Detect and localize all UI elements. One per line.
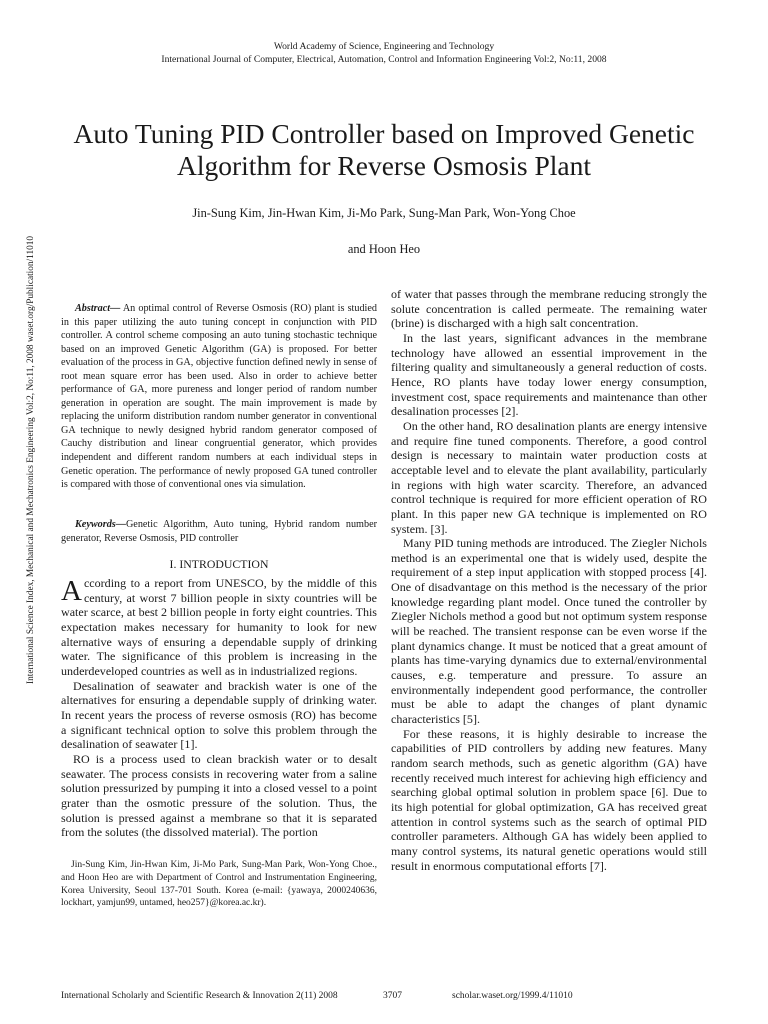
- intro-right-column: [391, 287, 707, 873]
- intro-left-column: [61, 576, 377, 840]
- author-footnote: Jin-Sung Kim, Jin-Hwan Kim, Ji-Mo Park, Sung-Man Park, Won-Yong Choe., and Hoon Heo are with Department of Control and Instrumentation Engineering, Korea University, Seoul 137-701 South. Korea (e-mail: {yawaya, 2000240636, lockhart, yamjun99, untamed, heo257}@korea.ac.kr).: [61, 860, 377, 909]
- intro-paragraph-2: Desalination of seawater and brackish water is one of the alternatives for ensuring a dependable supply of drinking water. In recent years the process of reverse osmosis (RO) has become a significant technical option to solve this problem through the desalination of seawater [1].: [61, 678, 377, 752]
- footer-publisher: International Scholarly and Scientific Research & Innovation 2(11) 2008: [61, 991, 338, 1001]
- keywords: [61, 518, 377, 545]
- authors-line1: Jin-Sung Kim, Jin-Hwan Kim, Ji-Mo Park, Sung-Man Park, Won-Yong Choe: [192, 206, 576, 220]
- authors-line2: and Hoon Heo: [347, 242, 421, 256]
- page-number: 3707: [383, 991, 402, 1001]
- abstract-text: An optimal control of Reverse Osmosis (RO) plant is studied in this paper utilizing the auto tuning concept in conjunction with PID controller. A control scheme composing an auto tuning stochastic technique based on an improved Genetic Algorithm (GA) is proposed. For better evaluation of the process in GA, objective function defined newly in sense of root mean square error has been used. Also in order to achieve better performance of GA, more pureness and longer period of random number generation in operation are sought. The main improvement is made by replacing the uniform distribution random number generator in conventional GA technique to newly designed hybrid random generator composed of Cauchy distribution and linear congruential generator, which provides independent and different random numbers at each individual steps in Genetic operation. The performance of newly proposed GA tuned controller is compared with those of conventional ones via simulation.: [61, 303, 377, 491]
- keywords-text: Genetic Algorithm, Auto tuning, Hybrid random number generator, Reverse Osmosis, PID controller: [61, 519, 377, 544]
- section-heading-introduction: I. INTRODUCTION: [169, 557, 269, 571]
- paper-title: Auto Tuning PID Controller based on Improved Genetic Algorithm for Reverse Osmosis Plant: [73, 118, 695, 181]
- keywords-label: Keywords—: [75, 519, 126, 530]
- right-paragraph-1: In the last years, significant advances in the membrane technology have allowed an essential improvement in the filtering quality and simultaneously a general reduction of costs. Hence, RO plants have today lower energy consumption, investment cost, space requirements and maintenance than other desalination processes [2].: [391, 330, 707, 419]
- intro-paragraph-3: RO is a process used to clean brackish water or to desalt seawater. The process consists in recovering water from a saline solution pressurized by pumping it into a closed vessel to a point grater than the osmotic pressure of the solution. Thus, the solution is pressed against a membrane so that it is separated from the solutes (the dissolved material). The portion: [61, 751, 377, 840]
- intro-paragraph-1: [61, 576, 377, 679]
- journal-header-line1: World Academy of Science, Engineering and Technology: [273, 41, 495, 52]
- abstract-label: Abstract—: [75, 303, 121, 314]
- side-citation-text: International Science Index, Mechanical and Mechatronics Engineering Vol:2, No:11, 2008 waset.org/Publication/11010: [26, 235, 36, 684]
- right-paragraph-3: Many PID tuning methods are introduced. The Ziegler Nichols method is an experimental one that is widely used, despite the requirement of a step input application with stopped process [4]. One of disadvantage on this method is the necessary of the prior knowledge regarding plant model. Once tuned the controller by Ziegler Nichols method a good but not optimum system response will be reached. The transient response can be even worse if the plant dynamics change. It must be noticed that a great amount of plants has time-varying dynamics due to external/environmental causes, e.g. temperature and pressure. To assure an environmentally independent good performance, the controller must be able to adapt the changes of plant dynamic characteristics [5].: [391, 536, 707, 727]
- journal-header-line2: International Journal of Computer, Electrical, Automation, Control and Information Engineering Vol:2, No:11, 2008: [161, 54, 607, 65]
- abstract: [61, 302, 377, 492]
- right-paragraph-2: On the other hand, RO desalination plants are energy intensive and require fine tuned components. Therefore, a good control design is necessary to maintain water production costs at acceptable level and to elevate the plant availability, particularly in regions with high water scarcity. Therefore, an advanced control technique is required for more efficient operation of RO plant. In this paper new GA technique is implemented on RO system. [3].: [391, 418, 707, 536]
- right-paragraph-4: For these reasons, it is highly desirable to increase the capabilities of PID controllers by adding new features. Many random search methods, such as genetic algorithm (GA) have recently received much interest for achieving high efficiency and searching global optimal solution in problem space [6]. Due to its high potential for global optimization, GA has received great attention in control systems such as the search of optimal PID controller parameters. Although GA has widely been applied to many control systems, its natural genetic operations would still result in enormous computational efforts [7].: [391, 726, 707, 873]
- right-paragraph-0: of water that passes through the membrane reducing strongly the solute concentration is called permeate. The remaining water (brine) is discharged with a high salt concentration.: [391, 287, 707, 331]
- footer-link[interactable]: scholar.waset.org/1999.4/11010: [452, 991, 573, 1001]
- intro-paragraph-1-text: ccording to a report from UNESCO, by the middle of this century, at worst 7 billion people in sixty countries will be water scarce, at best 2 billion people in forty eight countries. This expectation makes necessary for humanity to look for new alternative ways of ensuring a dependable supply of drinking water. The significance of this problem is increasing in the underdeveloped countries as well as in industrialized regions.: [61, 576, 377, 678]
- drop-cap: A: [61, 575, 82, 607]
